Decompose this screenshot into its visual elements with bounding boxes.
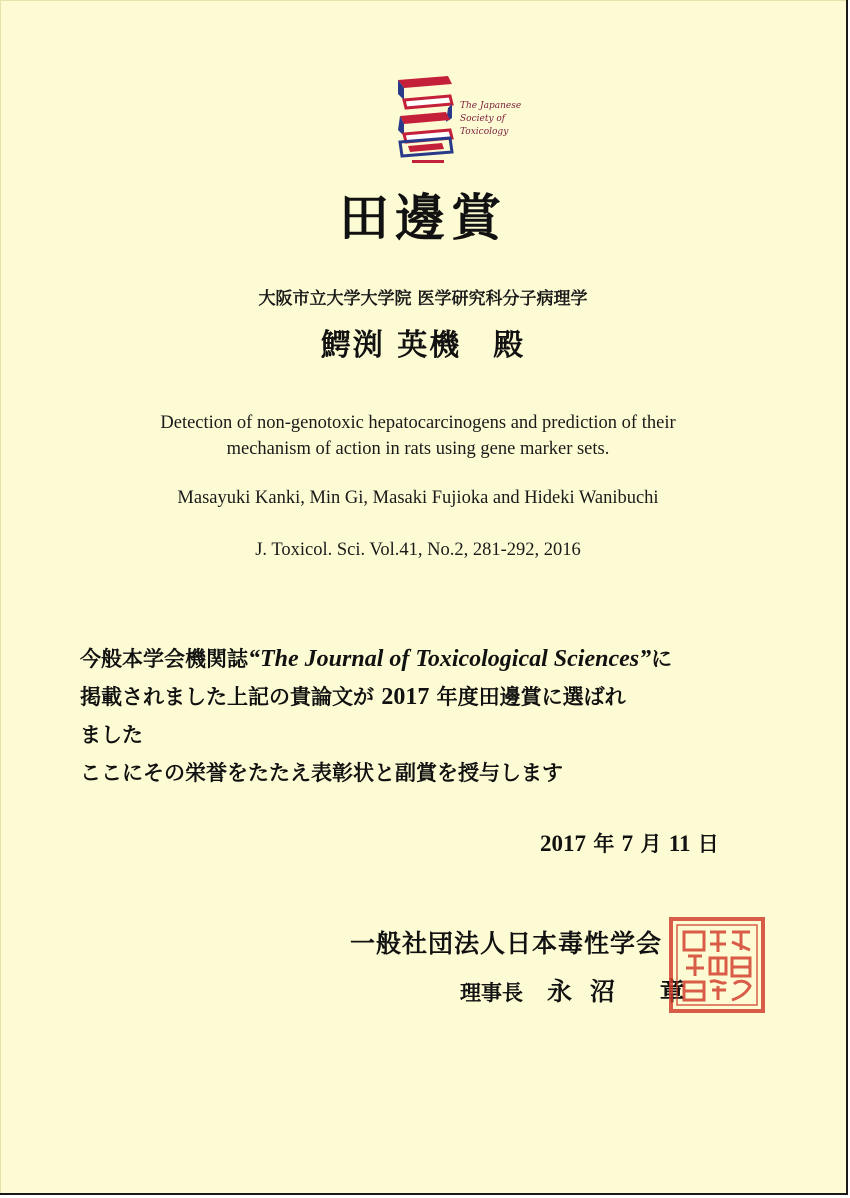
society-logo-mark — [392, 72, 458, 166]
statement-line1-prefix: 今般本学会機関誌 — [80, 647, 248, 671]
statement-line1-suffix: に — [651, 647, 673, 671]
paper-authors: Masayuki Kanki, Min Gi, Masaki Fujioka and Hideki Wanibuchi — [177, 488, 659, 508]
date-day-unit: 日 — [697, 832, 719, 856]
statement-line1 — [80, 640, 780, 678]
award-date — [540, 828, 719, 858]
date-month: 7 — [621, 831, 634, 856]
paper-edge-top — [0, 0, 846, 1]
paper-citation: J. Toxicol. Sci. Vol.41, No.2, 281-292, 2016 — [255, 540, 581, 560]
date-year: 2017 — [540, 831, 586, 856]
award-year: 2017 — [381, 684, 430, 710]
statement-line2 — [80, 678, 780, 716]
date-day: 11 — [668, 831, 691, 856]
date-year-unit: 年 — [593, 832, 615, 856]
logo-text-line3: Toxicology — [460, 127, 509, 137]
statement-line2-suffix: 年度田邊賞に選ばれ — [436, 685, 626, 709]
award-title: 田邊賞 — [339, 188, 507, 247]
president-title: 理事長 — [460, 981, 523, 1005]
society-logo — [392, 72, 532, 166]
official-seal-stamp — [668, 916, 766, 1014]
award-statement — [80, 640, 780, 792]
statement-line3: ました — [80, 723, 143, 747]
paper-title — [0, 410, 836, 462]
statement-line4: ここにその栄誉をたたえ表彰状と副賞を授与します — [80, 761, 563, 785]
logo-text-line2: Society of — [460, 114, 506, 124]
paper-title-line2: mechanism of action in rats using gene marker sets. — [226, 439, 610, 459]
date-month-unit: 月 — [640, 832, 662, 856]
recipient-name: 鰐渕 英機 殿 — [320, 328, 526, 363]
issuing-organization: 一般社団法人日本毒性学会 — [350, 929, 663, 958]
logo-text-line1: The Japanese — [460, 101, 522, 111]
journal-name: “The Journal of Toxicological Sciences” — [248, 646, 652, 672]
logo-text — [460, 100, 521, 139]
president-signature-line — [460, 972, 703, 1008]
statement-line2-prefix: 掲載されました上記の貴論文が — [80, 685, 374, 709]
paper-title-line1: Detection of non-genotoxic hepatocarcinogens and prediction of their — [160, 413, 676, 433]
president-name: 永沼 章 — [547, 977, 703, 1006]
recipient-affiliation: 大阪市立大学大学院 医学研究科分子病理学 — [258, 289, 588, 309]
